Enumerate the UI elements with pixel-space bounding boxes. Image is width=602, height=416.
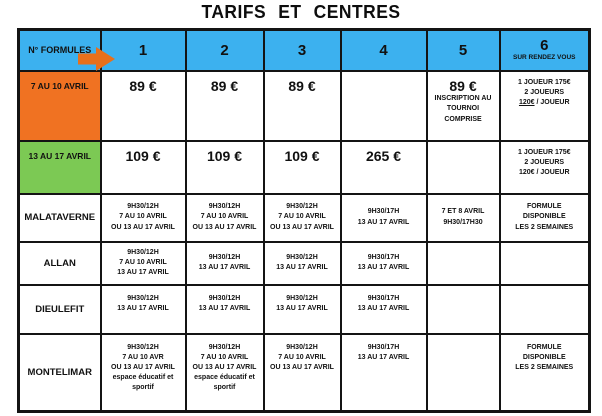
- cell-dieulefit-col5: [427, 285, 500, 334]
- forward-arrow-icon: [78, 47, 115, 71]
- cell-line: 9H30/17H: [367, 343, 400, 351]
- cell-line: 9H30/12H: [127, 248, 159, 256]
- cell-dieulefit-col2: [186, 285, 264, 334]
- column-header-2: [186, 30, 264, 71]
- cell-line: 9H30/12H: [127, 294, 159, 302]
- cell-line: FORMULE: [526, 203, 562, 211]
- cell-line: 2 JOUEURS: [524, 88, 565, 96]
- cell-7-au-10-avril-col6: [500, 71, 590, 141]
- cell-line: 13 AU 17 AVRIL: [357, 264, 410, 271]
- price-value: 89 €: [288, 77, 316, 94]
- cell-7-au-10-avril-col1: [101, 71, 186, 141]
- cell-line: 9H30/12H: [208, 294, 241, 302]
- cell-line: 9H30/12H: [208, 203, 241, 211]
- tariff-table: [17, 28, 591, 413]
- cell-line: sportif: [213, 384, 236, 392]
- cell-13-au-17-avril-col3: [264, 141, 341, 194]
- cell-allan-col3: [264, 242, 341, 285]
- cell-7-au-10-avril-col2: [186, 71, 264, 141]
- column-header-4: [341, 30, 427, 71]
- cell-malataverne-col3: [264, 194, 341, 242]
- cell-line: 120€ / JOUEUR: [518, 168, 570, 176]
- cell-13-au-17-avril-col4: [341, 141, 427, 194]
- cell-allan-col4: [341, 242, 427, 285]
- row-label-13-au-17-avril: 13 AU 17 AVRIL: [19, 141, 101, 194]
- cell-line: LES 2 SEMAINES: [515, 363, 574, 371]
- price-value: 89 €: [449, 77, 477, 94]
- cell-montelimar-col1: [101, 334, 186, 412]
- cell-malataverne-col6: [500, 194, 590, 242]
- cell-line: 13 AU 17 AVRIL: [198, 304, 251, 312]
- table-row-13-au-17-avril: [19, 141, 590, 194]
- cell-dieulefit-col1: [101, 285, 186, 334]
- cell-13-au-17-avril-col1: [101, 141, 186, 194]
- cell-13-au-17-avril-col5: [427, 141, 500, 194]
- cell-line: 9H30/12H: [286, 203, 318, 211]
- cell-dieulefit-col3: [264, 285, 341, 334]
- cell-line: 13 AU 17 AVRIL: [117, 304, 169, 312]
- cell-line: OU 13 AU 17 AVRIL: [270, 363, 334, 371]
- column-header-5: [427, 30, 500, 71]
- cell-line: 9H30/12H: [208, 253, 241, 261]
- cell-line: sportif: [132, 384, 154, 392]
- page-title: TARIFS ET CENTRES: [201, 2, 401, 22]
- cell-line: FORMULE: [526, 343, 562, 351]
- cell-line: LES 2 SEMAINES: [515, 223, 574, 231]
- tariff-table-body: [19, 71, 590, 412]
- cell-line: 9H30/17H: [367, 208, 400, 216]
- cell-7-au-10-avril-col3: [264, 71, 341, 141]
- column-subtitle: SUR RENDEZ VOUS: [513, 54, 576, 62]
- cell-line: 7 ET 8 AVRIL: [441, 208, 485, 216]
- cell-line: 7 AU 10 AVRIL: [119, 258, 167, 266]
- cell-montelimar-col3: [264, 334, 341, 412]
- cell-malataverne-col4: [341, 194, 427, 242]
- column-header-3: [264, 30, 341, 71]
- row-label-montelimar: MONTELIMAR: [19, 334, 101, 412]
- cell-line: COMPRISE: [444, 115, 482, 123]
- cell-line: 13 AU 17 AVRIL: [357, 353, 410, 361]
- cell-montelimar-col6: [500, 334, 590, 412]
- cell-allan-col2: [186, 242, 264, 285]
- cell-montelimar-col5: [427, 334, 500, 412]
- cell-line: 1 JOUEUR 175€: [517, 148, 571, 156]
- cell-line: espace éducatif et: [112, 373, 174, 381]
- column-header-6: [500, 30, 590, 71]
- cell-line: INSCRIPTION AU: [434, 95, 492, 103]
- cell-line: DISPONIBLE: [522, 353, 566, 361]
- row-label-7-au-10-avril: 7 AU 10 AVRIL: [19, 71, 101, 141]
- cell-line: 7 AU 10 AVRIL: [278, 353, 326, 361]
- table-row-montelimar: [19, 334, 590, 412]
- cell-allan-col1: [101, 242, 186, 285]
- price-value: 109 €: [206, 147, 243, 164]
- cell-line: OU 13 AU 17 AVRIL: [111, 223, 175, 231]
- cell-malataverne-col5: [427, 194, 500, 242]
- cell-dieulefit-col6: [500, 285, 590, 334]
- cell-13-au-17-avril-col2: [186, 141, 264, 194]
- cell-line: 9H30/12H: [286, 253, 318, 261]
- cell-line: 9H30/17H: [367, 253, 400, 261]
- column-number: 4: [379, 41, 388, 59]
- cell-line: 13 AU 17 AVRIL: [276, 264, 328, 271]
- cell-allan-col5: [427, 242, 500, 285]
- cell-line: 2 JOUEURS: [524, 158, 565, 166]
- row-label-dieulefit: DIEULEFIT: [19, 285, 101, 334]
- cell-line: 7 AU 10 AVRIL: [278, 213, 326, 221]
- row-label-allan: ALLAN: [19, 242, 101, 285]
- cell-line: 9H30/12H: [286, 343, 318, 351]
- cell-montelimar-col4: [341, 334, 427, 412]
- price-value: 89 €: [129, 77, 157, 94]
- cell-line: OU 13 AU 17 AVRIL: [192, 223, 257, 231]
- cell-line: OU 13 AU 17 AVRIL: [111, 363, 175, 371]
- price-value: 109 €: [125, 147, 161, 164]
- cell-line: 7 AU 10 AVRIL: [200, 213, 249, 221]
- column-number: 5: [458, 41, 468, 59]
- cell-7-au-10-avril-col4: [341, 71, 427, 141]
- cell-line: OU 13 AU 17 AVRIL: [270, 223, 334, 231]
- cell-malataverne-col2: [186, 194, 264, 242]
- column-number: 1: [138, 41, 148, 59]
- table-row-dieulefit: [19, 285, 590, 334]
- column-number: 2: [220, 41, 229, 59]
- cell-line: 13 AU 17 AVRIL: [276, 304, 328, 312]
- cell-malataverne-col1: [101, 194, 186, 242]
- cell-line: espace éducatif et: [194, 373, 255, 381]
- column-number: 6: [540, 37, 549, 55]
- column-number: 3: [297, 41, 307, 59]
- table-row-malataverne: [19, 194, 590, 242]
- cell-line: 9H30/12H: [286, 294, 318, 302]
- row-label-malataverne: MALATAVERNE: [19, 194, 101, 242]
- cell-13-au-17-avril-col6: [500, 141, 590, 194]
- cell-7-au-10-avril-col5: [427, 71, 500, 141]
- cell-line: 7 AU 10 AVR: [122, 353, 164, 361]
- cell-line: 9H30/12H: [127, 343, 159, 351]
- cell-line: 9H30/17H30: [443, 218, 483, 226]
- cell-dieulefit-col4: [341, 285, 427, 334]
- corner-cell: N° FORMULES: [19, 30, 101, 71]
- table-row-allan: [19, 242, 590, 285]
- cell-line: 9H30/12H: [127, 203, 159, 211]
- cell-line: 7 AU 10 AVRIL: [200, 353, 249, 361]
- cell-line: 13 AU 17 AVRIL: [198, 264, 251, 271]
- cell-line: 9H30/12H: [208, 343, 241, 351]
- cell-allan-col6: [500, 242, 590, 285]
- cell-line: 7 AU 10 AVRIL: [119, 213, 167, 221]
- table-row-7-au-10-avril: [19, 71, 590, 141]
- cell-montelimar-col2: [186, 334, 264, 412]
- price-value: 89 €: [210, 77, 239, 94]
- cell-line: 13 AU 17 AVRIL: [357, 304, 410, 312]
- cell-line: OU 13 AU 17 AVRIL: [192, 363, 257, 371]
- cell-line: DISPONIBLE: [522, 213, 566, 221]
- price-value: 265 €: [365, 147, 402, 164]
- cell-line: 13 AU 17 AVRIL: [357, 218, 410, 226]
- cell-line: 13 AU 17 AVRIL: [117, 269, 169, 277]
- price-value: 109 €: [284, 147, 320, 164]
- cell-line: TOURNOI: [446, 105, 480, 113]
- cell-line: 1 JOUEUR 175€: [517, 78, 571, 86]
- cell-line: 120€ / JOUEUR: [518, 98, 570, 106]
- cell-line: 9H30/17H: [367, 294, 400, 302]
